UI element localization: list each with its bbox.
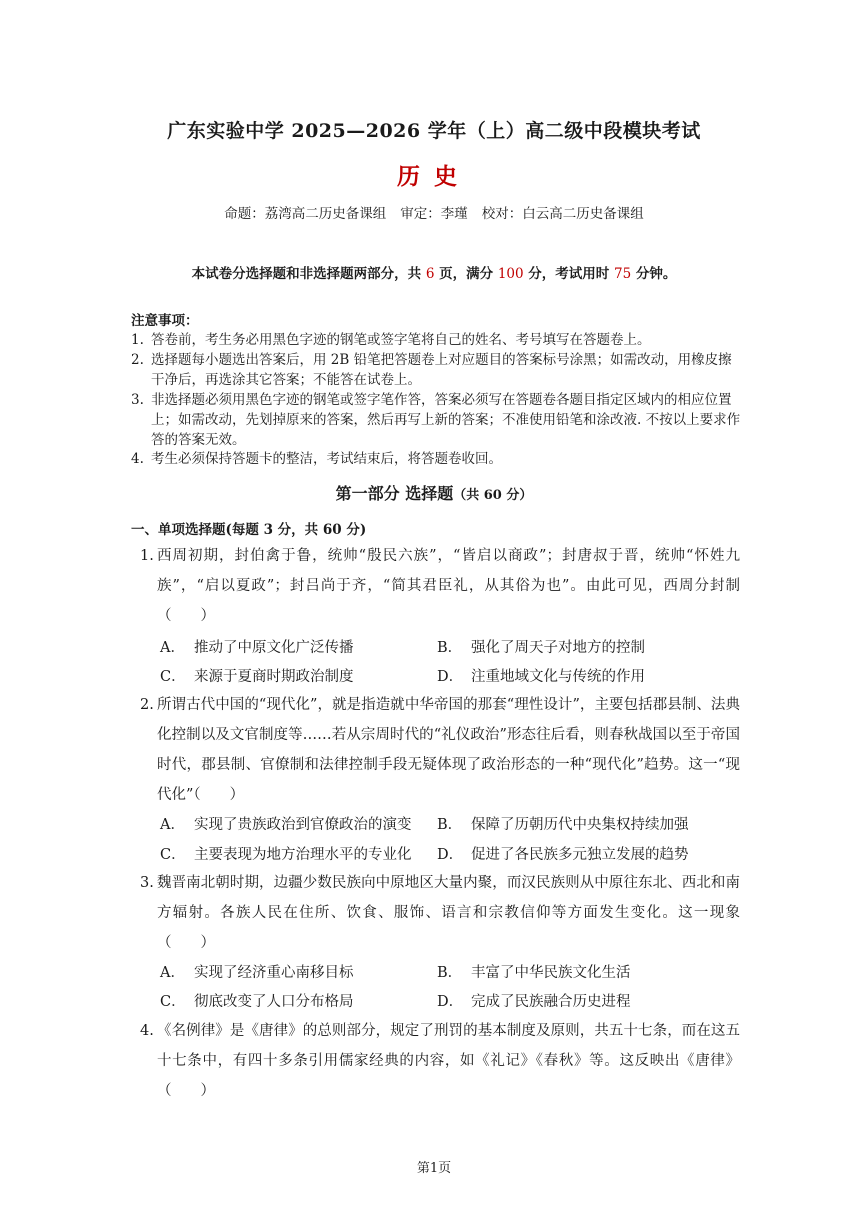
option-text: 彻底改变了人口分布格局 xyxy=(194,994,354,1010)
intro-text: 分钟。 xyxy=(631,266,677,282)
option-letter: B． xyxy=(437,965,463,981)
option-text: 完成了民族融合历史进程 xyxy=(471,994,631,1010)
question-stem: 所谓古代中国的“现代化”，就是指造就中华帝国的那套“理性设计”，主要包括郡县制、法典化控制以及文官制度等……若从宗周时代的“礼仪政治”形态往后看，则春秋战国以至于帝国时代，郡县制、官僚制和法律控制手段无疑体现了政治形态的一种“现代化”趋势。这一“现代化”（ ） xyxy=(157,697,740,803)
question-stem: 西周初期，封伯禽于鲁，统帅“殷民六族”，“皆启以商政”；封唐叔于晋，统帅“怀姓九族”，“启以夏政”；封吕尚于齐，“简其君臣礼，从其俗为也”。由此可见，西周分封制（ ） xyxy=(157,548,740,624)
option-d[interactable] xyxy=(437,665,645,686)
question-number: 3. xyxy=(140,875,154,891)
part-one-score: （共 60 分） xyxy=(453,488,533,503)
question-number: 1. xyxy=(140,548,154,564)
option-d[interactable] xyxy=(437,990,631,1011)
notice-item xyxy=(131,390,741,450)
intro-text: 分，考试用时 xyxy=(523,266,614,282)
notice-number: 4. xyxy=(131,451,144,467)
option-a[interactable] xyxy=(160,961,354,982)
option-letter: D． xyxy=(437,994,464,1010)
option-b[interactable] xyxy=(437,636,645,657)
option-d[interactable] xyxy=(437,843,689,864)
exam-minutes: 75 xyxy=(614,266,632,282)
page-count: 6 xyxy=(425,266,435,282)
question-1 xyxy=(140,541,740,631)
option-letter: D． xyxy=(437,847,464,863)
question-2 xyxy=(140,690,740,810)
exam-intro xyxy=(0,262,868,282)
option-letter: C． xyxy=(160,669,186,685)
question-stem: 《名例律》是《唐律》的总则部分，规定了刑罚的基本制度及原则，共五十七条，而在这五十七条中，有四十多条引用儒家经典的内容，如《礼记》《春秋》等。这反映出《唐律》（ ） xyxy=(157,1023,740,1099)
option-text: 实现了贵族政治到官僚政治的演变 xyxy=(194,817,412,833)
option-text: 保障了历朝历代中央集权持续加强 xyxy=(471,817,689,833)
option-text: 推动了中原文化广泛传播 xyxy=(194,640,354,656)
option-letter: C． xyxy=(160,847,186,863)
credits-proofreader: 校对：白云高二历史备课组 xyxy=(481,206,644,222)
option-letter: B． xyxy=(437,817,463,833)
option-text: 促进了各民族多元独立发展的趋势 xyxy=(471,847,689,863)
exam-title: 广东实验中学 2025—2026 学年（上）高二级中段模块考试 xyxy=(167,120,701,142)
option-b[interactable] xyxy=(437,961,631,982)
option-a[interactable] xyxy=(160,813,412,834)
notice-item xyxy=(131,350,741,390)
notice-item xyxy=(131,330,741,350)
option-letter: A． xyxy=(160,817,185,833)
option-text: 丰富了中华民族文化生活 xyxy=(471,965,631,981)
page-number: 第1页 xyxy=(416,1161,452,1176)
option-c[interactable] xyxy=(160,843,412,864)
notice-text: 考生必须保持答题卡的整洁，考试结束后，将答题卷收回。 xyxy=(151,451,502,467)
part-one-title xyxy=(0,481,868,504)
option-text: 注重地域文化与传统的作用 xyxy=(471,669,645,685)
subject-title: 历史 xyxy=(397,163,471,190)
question-stem: 魏晋南北朝时期，边疆少数民族向中原地区大量内聚，而汉民族则从中原往东北、西北和南方辐射。各族人民在住所、饮食、服饰、语言和宗教信仰等方面发生变化。这一现象（ ） xyxy=(157,875,740,951)
option-letter: B． xyxy=(437,640,463,656)
option-b[interactable] xyxy=(437,813,689,834)
notice-text: 选择题每小题选出答案后，用 2B 铅笔把答题卷上对应题目的答案标号涂黑；如需改动，用橡皮擦干净后，再选涂其它答案；不能答在试卷上。 xyxy=(151,352,732,388)
option-text: 强化了周天子对地方的控制 xyxy=(471,640,645,656)
notice-number: 3. xyxy=(131,392,144,408)
option-c[interactable] xyxy=(160,990,354,1011)
notice-item xyxy=(131,449,741,469)
option-letter: A． xyxy=(160,965,185,981)
credits-line xyxy=(0,202,868,222)
part-one-heading: 第一部分 选择题 xyxy=(335,484,454,503)
option-a[interactable] xyxy=(160,636,354,657)
option-letter: D． xyxy=(437,669,464,685)
notice-number: 2. xyxy=(131,352,144,368)
option-text: 主要表现为地方治理水平的专业化 xyxy=(194,847,412,863)
intro-text: 页，满分 xyxy=(434,266,498,282)
question-3 xyxy=(140,868,740,958)
notice-heading: 注意事项： xyxy=(131,313,199,329)
option-letter: C． xyxy=(160,994,186,1010)
question-number: 4. xyxy=(140,1023,154,1039)
section-heading: 一、单项选择题(每题 3 分，共 60 分) xyxy=(131,522,367,538)
question-number: 2. xyxy=(140,697,154,713)
option-c[interactable] xyxy=(160,665,354,686)
intro-text: 本试卷分选择题和非选择题两部分，共 xyxy=(191,266,426,282)
option-text: 来源于夏商时期政治制度 xyxy=(194,669,354,685)
notice-text: 答卷前，考生务必用黑色字迹的钢笔或签字笔将自己的姓名、考号填写在答题卷上。 xyxy=(151,332,651,348)
option-text: 实现了经济重心南移目标 xyxy=(194,965,354,981)
question-4 xyxy=(140,1016,740,1106)
notice-text: 非选择题必须用黑色字迹的钢笔或签字笔作答，答案必须写在答题卷各题目指定区域内的相应位置上；如需改动，先划掉原来的答案，然后再写上新的答案；不准使用铅笔和涂改液. 不按以上要求作答的答案无效。 xyxy=(151,392,741,448)
option-letter: A． xyxy=(160,640,185,656)
notice-number: 1. xyxy=(131,332,144,348)
credits-reviewer: 审定：李瑾 xyxy=(400,206,468,222)
credits-author: 命题：荔湾高二历史备课组 xyxy=(224,206,387,222)
full-score: 100 xyxy=(497,266,524,282)
